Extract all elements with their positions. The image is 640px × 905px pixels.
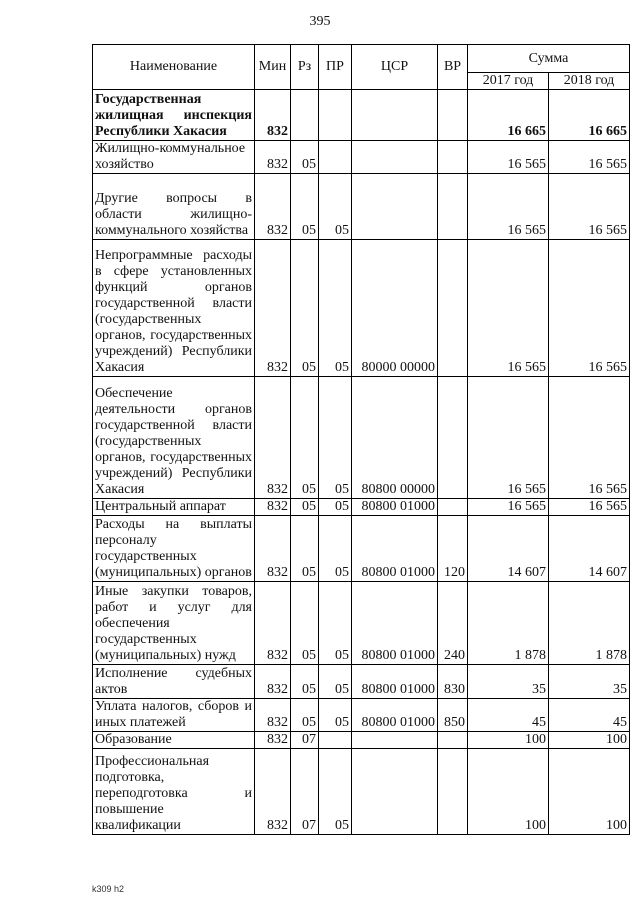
cell-csr — [352, 749, 438, 835]
cell-name: Центральный аппарат — [93, 499, 255, 516]
cell-y2018: 16 565 — [549, 377, 630, 499]
cell-csr: 80800 01000 — [352, 699, 438, 732]
cell-y2018: 100 — [549, 749, 630, 835]
cell-y2018: 45 — [549, 699, 630, 732]
cell-name: Государственная жилищная инспекция Республики Хакасия — [93, 90, 255, 141]
cell-pr: 05 — [319, 377, 352, 499]
cell-y2017: 1 878 — [468, 582, 549, 665]
cell-min: 832 — [255, 699, 291, 732]
cell-pr — [319, 141, 352, 174]
cell-min: 832 — [255, 582, 291, 665]
cell-y2018: 16 665 — [549, 90, 630, 141]
cell-csr: 80000 00000 — [352, 240, 438, 377]
table-row — [93, 141, 630, 174]
cell-pr: 05 — [319, 582, 352, 665]
cell-csr — [352, 141, 438, 174]
cell-min: 832 — [255, 240, 291, 377]
cell-pr — [319, 732, 352, 749]
cell-pr: 05 — [319, 240, 352, 377]
cell-pr: 05 — [319, 174, 352, 240]
cell-min: 832 — [255, 174, 291, 240]
cell-name: Уплата налогов, сборов и иных платежей — [93, 699, 255, 732]
header-csr: ЦСР — [352, 45, 438, 90]
cell-name: Иные закупки товаров, работ и услуг для обеспечения государственных (муниципальных) нужд — [93, 582, 255, 665]
cell-y2017: 16 565 — [468, 499, 549, 516]
header-year-2017: 2017 год — [468, 73, 549, 90]
cell-vr: 850 — [438, 699, 468, 732]
cell-vr — [438, 377, 468, 499]
page-number: 395 — [309, 14, 331, 29]
cell-y2018: 16 565 — [549, 240, 630, 377]
cell-y2017: 100 — [468, 749, 549, 835]
cell-name: Непрограммные расходы в сфере установленных функций органов государственной власти (государственных органов, государственных учреждений) Республики Хакасия — [93, 240, 255, 377]
cell-rz: 05 — [291, 665, 319, 699]
cell-rz: 05 — [291, 240, 319, 377]
cell-min: 832 — [255, 665, 291, 699]
cell-pr: 05 — [319, 749, 352, 835]
table-row — [93, 240, 630, 377]
cell-vr — [438, 499, 468, 516]
budget-table — [92, 44, 630, 835]
cell-y2017: 16 565 — [468, 240, 549, 377]
cell-y2017: 35 — [468, 665, 549, 699]
header-year-2018: 2018 год — [549, 73, 630, 90]
footer-code: k309 h2 — [92, 884, 125, 894]
header-name: Наименование — [93, 45, 255, 90]
cell-vr: 120 — [438, 516, 468, 582]
cell-rz — [291, 90, 319, 141]
cell-y2017: 16 565 — [468, 377, 549, 499]
header-sum: Сумма — [468, 45, 630, 73]
cell-min: 832 — [255, 141, 291, 174]
cell-csr — [352, 90, 438, 141]
cell-rz: 07 — [291, 732, 319, 749]
header-min: Мин — [255, 45, 291, 90]
cell-pr — [319, 90, 352, 141]
cell-name: Профессиональная подготовка, переподготовка и повышение квалификации — [93, 749, 255, 835]
cell-y2017: 45 — [468, 699, 549, 732]
cell-rz: 05 — [291, 141, 319, 174]
cell-y2017: 16 665 — [468, 90, 549, 141]
cell-min: 832 — [255, 732, 291, 749]
cell-vr: 240 — [438, 582, 468, 665]
header-vr: ВР — [438, 45, 468, 90]
cell-rz: 05 — [291, 582, 319, 665]
table-row — [93, 732, 630, 749]
cell-name: Расходы на выплаты персоналу государственных (муниципальных) органов — [93, 516, 255, 582]
cell-y2017: 16 565 — [468, 174, 549, 240]
cell-pr: 05 — [319, 516, 352, 582]
cell-csr: 80800 01000 — [352, 582, 438, 665]
cell-y2017: 100 — [468, 732, 549, 749]
cell-y2017: 14 607 — [468, 516, 549, 582]
cell-y2018: 1 878 — [549, 582, 630, 665]
table-row — [93, 499, 630, 516]
cell-rz: 05 — [291, 174, 319, 240]
cell-y2017: 16 565 — [468, 141, 549, 174]
cell-name: Обеспечение деятельности органов государственной власти (государственных органов, государственных учреждений) Республики Хакасия — [93, 377, 255, 499]
cell-rz: 05 — [291, 377, 319, 499]
cell-vr — [438, 141, 468, 174]
cell-min: 832 — [255, 377, 291, 499]
cell-y2018: 35 — [549, 665, 630, 699]
table-row — [93, 665, 630, 699]
cell-name: Жилищно-коммунальное хозяйство — [93, 141, 255, 174]
cell-csr: 80800 01000 — [352, 516, 438, 582]
cell-min: 832 — [255, 90, 291, 141]
cell-vr — [438, 749, 468, 835]
cell-min: 832 — [255, 749, 291, 835]
cell-rz: 07 — [291, 749, 319, 835]
cell-pr: 05 — [319, 499, 352, 516]
cell-csr: 80800 01000 — [352, 499, 438, 516]
cell-y2018: 14 607 — [549, 516, 630, 582]
cell-vr — [438, 240, 468, 377]
cell-min: 832 — [255, 499, 291, 516]
header-rz: Рз — [291, 45, 319, 90]
cell-vr — [438, 90, 468, 141]
table-row — [93, 749, 630, 835]
cell-y2018: 16 565 — [549, 141, 630, 174]
cell-vr — [438, 732, 468, 749]
cell-min: 832 — [255, 516, 291, 582]
cell-name: Образование — [93, 732, 255, 749]
cell-pr: 05 — [319, 699, 352, 732]
table-row — [93, 90, 630, 141]
cell-pr: 05 — [319, 665, 352, 699]
table-row — [93, 516, 630, 582]
cell-rz: 05 — [291, 499, 319, 516]
cell-rz: 05 — [291, 516, 319, 582]
cell-y2018: 100 — [549, 732, 630, 749]
cell-csr — [352, 732, 438, 749]
cell-csr: 80800 01000 — [352, 665, 438, 699]
cell-csr: 80800 00000 — [352, 377, 438, 499]
cell-name: Исполнение судебных актов — [93, 665, 255, 699]
table-row — [93, 377, 630, 499]
table-row — [93, 174, 630, 240]
table-row — [93, 699, 630, 732]
cell-csr — [352, 174, 438, 240]
cell-rz: 05 — [291, 699, 319, 732]
table-row — [93, 582, 630, 665]
cell-vr — [438, 174, 468, 240]
header-pr: ПР — [319, 45, 352, 90]
cell-y2018: 16 565 — [549, 499, 630, 516]
cell-y2018: 16 565 — [549, 174, 630, 240]
cell-vr: 830 — [438, 665, 468, 699]
cell-name: Другие вопросы в области жилищно-коммунального хозяйства — [93, 174, 255, 240]
